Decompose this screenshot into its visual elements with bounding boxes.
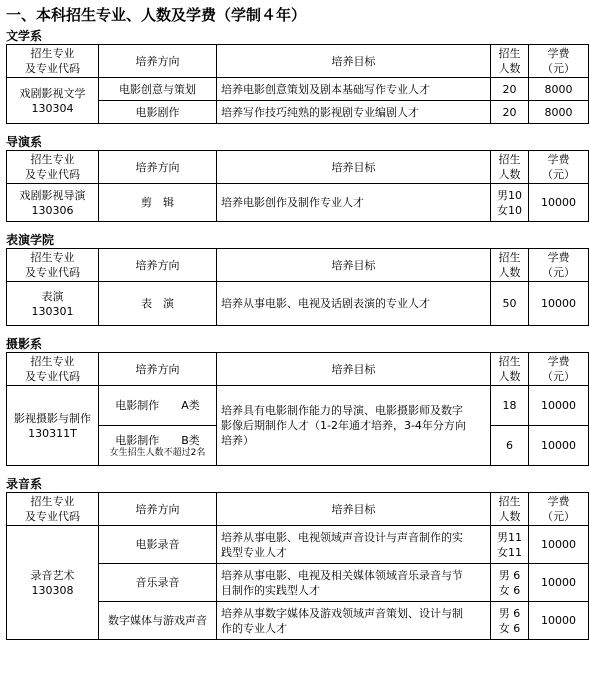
table-header-row xyxy=(7,151,589,184)
goal-cell: 培养从事电影、电视领域声音设计与声音制作的实 践型专业人才 xyxy=(217,526,491,564)
header-count: 招生 人数 xyxy=(491,151,529,184)
header-count: 招生 人数 xyxy=(491,45,529,78)
count-cell: 男11 女11 xyxy=(491,526,529,564)
direction-cell: 音乐录音 xyxy=(99,564,217,602)
header-major: 招生专业 及专业代码 xyxy=(7,249,99,282)
section-title-literature: 文学系 xyxy=(6,29,43,43)
table-header-row xyxy=(7,353,589,386)
table-row xyxy=(7,386,589,426)
header-direction: 培养方向 xyxy=(99,353,217,386)
fee-cell: 8000 xyxy=(529,78,589,101)
count-cell: 18 xyxy=(491,386,529,426)
table-directing xyxy=(6,150,589,222)
section-title-sound: 录音系 xyxy=(6,477,43,491)
fee-cell: 10000 xyxy=(529,526,589,564)
note-text: 女生招生人数不超过2名 xyxy=(109,447,206,458)
fee-cell: 10000 xyxy=(529,386,589,426)
page-title: 一、本科招生专业、人数及学费（学制４年） xyxy=(6,6,307,24)
fee-cell: 10000 xyxy=(529,184,589,222)
table-header-row xyxy=(7,249,589,282)
major-cell: 录音艺术 130308 xyxy=(7,526,99,640)
header-count: 招生 人数 xyxy=(491,493,529,526)
header-count: 招生 人数 xyxy=(491,249,529,282)
count-cell: 20 xyxy=(491,101,529,124)
section-title-cinematography: 摄影系 xyxy=(6,337,43,351)
fee-cell: 8000 xyxy=(529,101,589,124)
header-goal: 培养目标 xyxy=(217,151,491,184)
header-goal: 培养目标 xyxy=(217,249,491,282)
table-row xyxy=(7,78,589,101)
header-major: 招生专业 及专业代码 xyxy=(7,151,99,184)
major-cell: 戏剧影视导演 130306 xyxy=(7,184,99,222)
major-cell: 表演 130301 xyxy=(7,282,99,326)
count-cell: 6 xyxy=(491,426,529,466)
header-direction: 培养方向 xyxy=(99,249,217,282)
header-direction: 培养方向 xyxy=(99,151,217,184)
header-direction: 培养方向 xyxy=(99,45,217,78)
major-cell: 影视摄影与制作 130311T xyxy=(7,386,99,466)
count-cell: 男 6 女 6 xyxy=(491,602,529,640)
goal-cell: 培养从事电影、电视及相关媒体领域音乐录音与节 目制作的实践型人才 xyxy=(217,564,491,602)
header-major: 招生专业 及专业代码 xyxy=(7,353,99,386)
header-fee: 学费 （元） xyxy=(529,493,589,526)
header-count: 招生 人数 xyxy=(491,353,529,386)
table-acting xyxy=(6,248,589,326)
direction-cell: 剪 辑 xyxy=(99,184,217,222)
table-row xyxy=(7,282,589,326)
table-row xyxy=(7,526,589,564)
major-cell: 戏剧影视文学 130304 xyxy=(7,78,99,124)
header-major: 招生专业 及专业代码 xyxy=(7,493,99,526)
direction-cell: 电影剧作 xyxy=(99,101,217,124)
goal-cell: 培养写作技巧纯熟的影视剧专业编剧人才 xyxy=(217,101,491,124)
table-header-row xyxy=(7,45,589,78)
table-sound xyxy=(6,492,589,640)
direction-cell: 电影创意与策划 xyxy=(99,78,217,101)
direction-cell: 电影制作 A类 xyxy=(99,386,217,426)
header-fee: 学费 （元） xyxy=(529,249,589,282)
header-goal: 培养目标 xyxy=(217,353,491,386)
header-goal: 培养目标 xyxy=(217,493,491,526)
goal-cell: 培养从事电影、电视及话剧表演的专业人才 xyxy=(217,282,491,326)
fee-cell: 10000 xyxy=(529,426,589,466)
fee-cell: 10000 xyxy=(529,602,589,640)
count-cell: 20 xyxy=(491,78,529,101)
section-title-acting: 表演学院 xyxy=(6,233,55,247)
table-row xyxy=(7,184,589,222)
fee-cell: 10000 xyxy=(529,564,589,602)
direction-cell: 表 演 xyxy=(99,282,217,326)
count-cell: 男 6 女 6 xyxy=(491,564,529,602)
count-cell: 50 xyxy=(491,282,529,326)
table-literature xyxy=(6,44,589,124)
count-cell: 男10 女10 xyxy=(491,184,529,222)
table-header-row xyxy=(7,493,589,526)
table-cinematography xyxy=(6,352,589,466)
header-direction: 培养方向 xyxy=(99,493,217,526)
goal-cell: 培养电影创作及制作专业人才 xyxy=(217,184,491,222)
section-title-directing: 导演系 xyxy=(6,135,43,149)
header-fee: 学费 （元） xyxy=(529,151,589,184)
direction-cell: 电影录音 xyxy=(99,526,217,564)
header-goal: 培养目标 xyxy=(217,45,491,78)
header-fee: 学费 （元） xyxy=(529,353,589,386)
goal-cell: 培养从事数字媒体及游戏领域声音策划、设计与制 作的专业人才 xyxy=(217,602,491,640)
direction-cell: 电影制作 B类 女生招生人数不超过2名 xyxy=(99,426,217,466)
goal-cell: 培养电影创意策划及剧本基础写作专业人才 xyxy=(217,78,491,101)
direction-cell: 数字媒体与游戏声音 xyxy=(99,602,217,640)
header-major: 招生专业 及专业代码 xyxy=(7,45,99,78)
header-fee: 学费 （元） xyxy=(529,45,589,78)
goal-cell: 培养具有电影制作能力的导演、电影摄影师及数字 影像后期制作人才（1-2年通才培养，3-4年分方向 培养） xyxy=(217,386,491,466)
fee-cell: 10000 xyxy=(529,282,589,326)
